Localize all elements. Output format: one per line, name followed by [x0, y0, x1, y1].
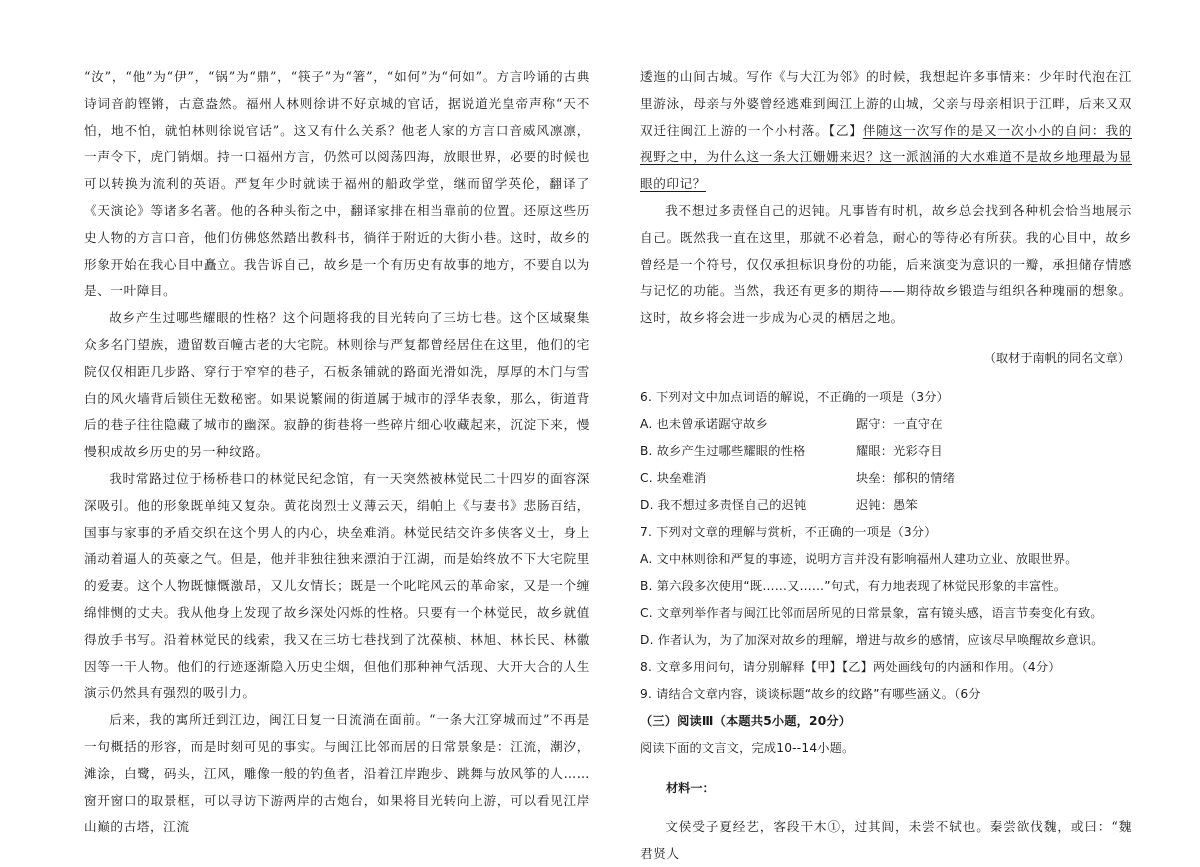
source-note: （取材于南帆的同名文章）: [983, 351, 1130, 366]
material-text: 文侯受子夏经艺，客段干木①，过其闾，未尝不轼也。秦尝欲伐魏，或曰：“魏君贤人: [640, 818, 1132, 861]
section-3-heading: （三）阅读Ⅲ（本题共5小题，20分）: [640, 714, 852, 729]
q6-option-b: [640, 438, 1132, 465]
q7-option-d: D. 作者认为，为了加深对故乡的理解，增进与故乡的感情，应该尽早唤醒故乡意识。: [640, 633, 1104, 648]
material-label: 材料一：: [666, 780, 715, 795]
q6-option-c: [640, 465, 1132, 492]
option-gloss: 踞守：一直守在: [856, 417, 943, 432]
passage-paragraph: 后来，我的寓所迁到江边，闽江日复一日流淌在面前。“一条大江穿城而过”不再是一句概括的形容，而是时刻可见的事实。与闽江比邻而居的日常景象是：江流，潮汐，滩涂，白鹭，码头，江风，雕像一般的钓鱼者，沿着江岸跑步、跳舞与放风筝的人……窗开窗口的取景框，可以寻访下游两岸的古炮台，如果将目光转向上游，可以看见江岸山巅的古塔，江流: [84, 712, 590, 835]
passage-paragraph: 我时常路过位于杨桥巷口的林觉民纪念馆，有一天突然被林觉民二十四岁的面容深深吸引。他的形象既单纯又复杂。黄花岗烈士义薄云天，绢帕上《与妻书》悲肠百结，国事与家事的矛盾交织在这个男人的内心，块垒难消。林觉民结交许多侠客义士，身上涌动着逼人的英豪之气。但是，他并非独往独来漂泊于江湖，而是始终放不下大宅院里的爱妻。这个人物既慷慨激昂，又儿女情长；既是一个叱咤风云的革命家，又是一个缠绵悱恻的丈夫。我从他身上发现了故乡深处闪烁的性格。只要有一个林觉民，故乡就值得放手书写。沿着林觉民的线索，我又在三坊七巷找到了沈葆桢、林旭、林长民、林徽因等一干人物。他们的行迹逐渐隐入历史尘烟，但他们那种神气活现、大开大合的人生演示仍然具有强烈的吸引力。: [84, 470, 590, 701]
q7-option-c: C. 文章列举作者与闽江比邻而居所见的日常景象，富有镜头感，语言节奏变化有致。: [640, 606, 1103, 621]
option-gloss: 耀眼：光彩夺目: [856, 444, 943, 459]
q7-option-a: A. 文中林则徐和严复的事迹，说明方言并没有影响福州人建功立业、放眼世界。: [640, 552, 1078, 567]
q6-option-d: [640, 492, 1132, 519]
marker-yi: 【乙】: [828, 122, 863, 138]
passage-paragraph: 我不想过多责怪自己的迟钝。凡事皆有时机，故乡总会找到各种机会恰当地展示自己。既然我一直在这里，那就不必着急，耐心的等待必有所获。我的心目中，故乡曾经是一个符号，仅仅承担标识身份的功能，后来演变为意识的一瓣，承担储存情感与记忆的功能。当然，我还有更多的期待——期待故乡锻造与组织各种瑰丽的想象。这时，故乡将会进一步成为心灵的栖居之地。: [640, 202, 1132, 326]
left-column: [84, 64, 590, 841]
q6-option-a: [640, 411, 1132, 438]
question-9: 9. 请结合文章内容，谈谈标题“故乡的纹路”有哪些涵义。（6分: [640, 687, 981, 702]
section-3-intro: 阅读下面的文言文，完成10--14小题。: [640, 741, 855, 756]
q7-option-b: B. 第六段多次使用“既……又……”句式，有力地表现了林觉民形象的丰富性。: [640, 579, 1067, 594]
option-text: D. 我不想过多责怪自己的迟钝: [640, 498, 807, 513]
passage-paragraph: 故乡产生过哪些耀眼的性格？这个问题将我的目光转向了三坊七巷。这个区域聚集众多名门望族，遗留数百幢古老的大宅院。林则徐与严复都曾经居住在这里，他们的宅院仅仅相距几步路、穿行于窄窄的巷子，石板条铺就的路面光滑如洗，厚厚的木门与雪白的风火墙背后锁住无数秘密。如果说繁闹的街道属于城市的浮华表象，那么，街道背后的巷子往往隐藏了城市的幽深。寂静的街巷将一些碎片细心收藏起来，沉淀下来，慢慢积成故乡历史的另一种纹路。: [84, 310, 590, 460]
question-7-stem: 7. 下列对文章的理解与赏析，不正确的一项是（3分）: [640, 525, 937, 540]
underlined-question-yi: 伴随这一次写作的是又一次小小的自问：我的视野之中，为什么这一条大江姗姗来迟？这一派汹涌的大水难道不是故乡地理最为显眼的印记？: [640, 122, 1132, 192]
question-6-stem: 6. 下列对文中加点词语的解说，不正确的一项是（3分）: [640, 390, 949, 405]
paragraph-text: 逶迤的山间古城。写作《与大江为邻》的时候，我想起许多事情来：少年时代泡在江里游泳，母亲与外婆曾经逃难到闽江上游的山城，父亲与母亲相识于江畔，后来又双双迁往闽江上游的一个小村落。: [640, 69, 1132, 138]
option-text: A. 也未曾承诺踞守故乡: [640, 417, 768, 432]
option-gloss: 块垒：郁积的情绪: [856, 471, 956, 486]
option-text: C. 块垒难消: [640, 471, 707, 486]
option-text: B. 故乡产生过哪些耀眼的性格: [640, 444, 806, 459]
option-gloss: 迟钝：愚笨: [856, 498, 918, 513]
passage-paragraph: [640, 64, 1132, 198]
right-column: [640, 64, 1132, 867]
question-8: 8. 文章多用问句，请分别解释【甲】【乙】两处画线句的内涵和作用。（4分）: [640, 660, 1061, 675]
passage-paragraph: “汝”，“他”为“伊”，“锅”为“鼎”，“筷子”为“箸”，“如何”为“何如”。方言吟诵的古典诗词音韵铿锵，古意盎然。福州人林则徐讲不好京城的官话，据说道光皇帝声称“天不怕，地不怕，就怕林则徐说官话”。这又有什么关系？他老人家的方言口音威风凛凛，一声令下，虎门销烟。持一口福州方言，仍然可以阅荡四海，放眼世界，必要的时候也可以转换为流利的英语。严复年少时就读于福州的船政学堂，继而留学英伦，翻译了《天演论》等诸多名著。他的各种头衔之中，翻译家排在相当靠前的位置。还原这些历史人物的方言口音，他们仿佛悠然踏出教科书，徜徉于附近的大街小巷。这时，故乡的形象开始在我心目中矗立。我告诉自己，故乡是一个有历史有故事的地方，不要自以为是、一叶障目。: [84, 69, 590, 299]
